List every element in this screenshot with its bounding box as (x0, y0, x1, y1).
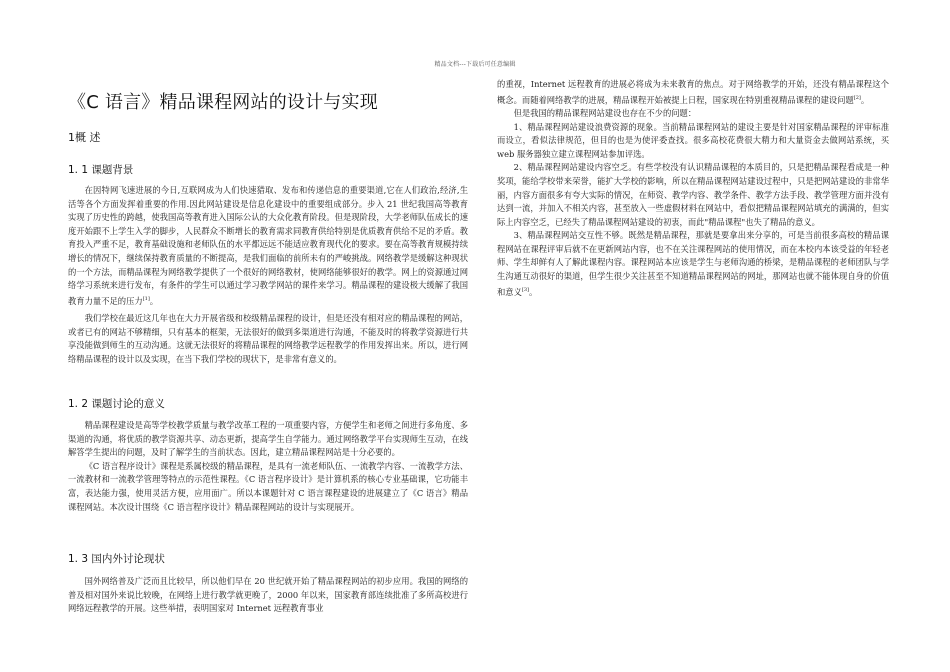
right-column (497, 78, 889, 299)
paragraph-problem-1: 1、精品课程网站建设浪费资源的现象。当前精品课程网站的建设主要是针对国家精品课程的评审标准而设立，看似法律规范，但目的也是为使评委查找。很多高校花费很大精力和大量资金去做网站系统，买 web 服务器独立建立课程网站参加评选。 (497, 121, 889, 159)
paragraph-end: 。 (529, 286, 538, 297)
citation-ref: [1] (142, 295, 150, 302)
paragraph-text: 在因特网飞速进展的今日,互联网成为人们快速猎取、发布和传递信息的重要渠道,它在人们政治,经济,生活等各个方面发挥着重要的作用.因此网站建设是信息化建设中的重要组成部分。步入 21 世纪我国高等教育实现了历史性的跨越，使我国高等教育进入国际公认的大众化教育阶段。但是现阶段，大学老师队伍成长的速度开始跟不上学生入学的脚步，人民群众不断增长的教育需求同教育供给特别是优质教育供给不足的矛盾。教育投入严重不足，教育基础设施和老师队伍的水平都远远不能适应教育现代化的要求。要在高等教育规模持续增长的情况下，继续保持教育质量的不断提高，是我们面临的前所未有的严峻挑战。网络教学是缓解这种现状的一个方法，而精品课程为网络教学提供了一个很好的网络教材，使网络能够很好的教学。网上的资源通过网络学习系统来进行发布，有条件的学生可以通过学习教学网站的课件来学习。精品课程的建设极大缓解了我国教育力量不足的压力 (68, 185, 468, 306)
section-1-1 (68, 162, 468, 177)
paragraph-problems-intro: 但是我国的精品课程网站建设也存在不少的问题： (513, 107, 697, 118)
section-1-2-body (68, 419, 468, 514)
section-1-1-body (68, 184, 468, 366)
paragraph-significance-2: 《C 语言程序设计》课程是系属校级的精品课程，是具有一流老师队伍、一流教学内容、一流教学方法、一流教材和一流教学管理等特点的示范性课程。《C 语言程序设计》是计算机系的核心专业基础课，它功能丰富，表达能力强，使用灵活方便，应用面广。所以本课题针对 C 语言课程建设的进展建立了《C 语言》精品课程网站。本次设计围绕《C 语言程序设计》精品课程网站的设计与实现展开。 (68, 460, 468, 512)
paragraph-problem-2: 2、精品课程网站建设内容空乏。有些学校没有认识精品课程的本质目的，只是把精品课程看成是一种奖项，能给学校带来荣誉，能扩大学校的影响，所以在精品课程网站建设过程中，只是把网站建设的非常华丽，内容方面很多有夸大实际的情况，在师资、教学内容、教学条件、教学方法手段、教学管理方面并没有达到一流，并加入不相关内容，甚至放入一些虚假材料在网站中，看似把精品课程网站填充的满满的，但实际上内容空乏，已经失了精品课程网站建设的初衷，而此"精品课程"也失了精品的意义。 (497, 162, 889, 227)
chapter-heading: 1概 述 (68, 131, 101, 144)
paragraph-significance-1: 精品课程建设是高等学校教学质量与教学改革工程的一项重要内容，方便学生和老师之间进行多角度、多渠道的沟通，将优质的教学资源共享、动态更新，提高学生自学能力。通过网络教学平台实现师生互动，在线解答学生提出的问题，及时了解学生的当前状态。因此，建立精品课程网站是十分必要的。 (68, 420, 468, 458)
paragraph-problem-3 (497, 229, 889, 299)
section-heading-1-3: 1. 3 国内外讨论现状 (68, 553, 165, 565)
citation-ref: [2] (853, 94, 861, 101)
page-header-note: 精品文档---下载后可任意编辑 (434, 61, 516, 68)
paragraph-background-2: 我们学校在最近这几年也在大力开展省级和校级精品课程的设计，但是还没有相对应的精品课程的网站，或者已有的网站不够精细，只有基本的框架，无法很好的做到多渠道进行沟通，不能及时的将教学资源进行共享没能做到师生的互动沟通。这就无法很好的将精品课程的网络教学远程教学的作用发挥出来。所以，进行网络精品课程的设计以及实现，在当下我们学校的现状下，是非常有意义的。 (68, 313, 468, 364)
paragraph-continued (497, 78, 889, 107)
section-heading-1-1: 1. 1 课题背景 (68, 164, 134, 176)
paragraph-text: 3、精品课程网站交互性不够。既然是精品课程，那就是要拿出来分享的，可是当前很多高校的精品课程网站在课程评审后就不在更新网站内容，也不在关注课程网站的使用情况，而在本校内本该受益的年轻老师、学生却鲜有人了解此课程内容。课程网站本应该是学生与老师沟通的桥梁，是精品课程的老师团队与学生沟通互动很好的渠道，但学生很少关注甚至不知道精品课程网站的网址，那网站也就不能体现自身的价值和意义 (497, 230, 889, 297)
paragraph-end: 。 (860, 94, 870, 105)
citation-ref: [3] (521, 286, 529, 293)
section-1-3 (68, 551, 468, 566)
paragraph-status: 国外网络普及广泛而且比较早，所以他们早在 20 世纪就开始了精品课程网站的初步应用。我国的网络的普及相对国外来说比较晚，在网络上进行教学就更晚了，2000 年以来，国家教育部连续批准了多所高校进行网络远程教学的开展。这些举措，表明国家对 Internet 远程教育事业 (68, 576, 468, 614)
section-heading-1-2: 1. 2 课题讨论的意义 (68, 398, 165, 410)
document-title: 《C 语言》精品课程网站的设计与实现 (68, 92, 378, 113)
section-1-3-body (68, 575, 468, 616)
paragraph-text: 的重视，Internet 远程教育的进展必将成为未来教育的焦点。对于网络教学的开始，还没有精品课程这个概念。而随着网络教学的进展，精品课程开始被提上日程，国家现在特别重视精品课程的建设问题 (497, 79, 889, 105)
paragraph-background-1 (68, 184, 468, 308)
paragraph-end: 。 (149, 295, 159, 306)
section-1-2 (68, 396, 468, 411)
